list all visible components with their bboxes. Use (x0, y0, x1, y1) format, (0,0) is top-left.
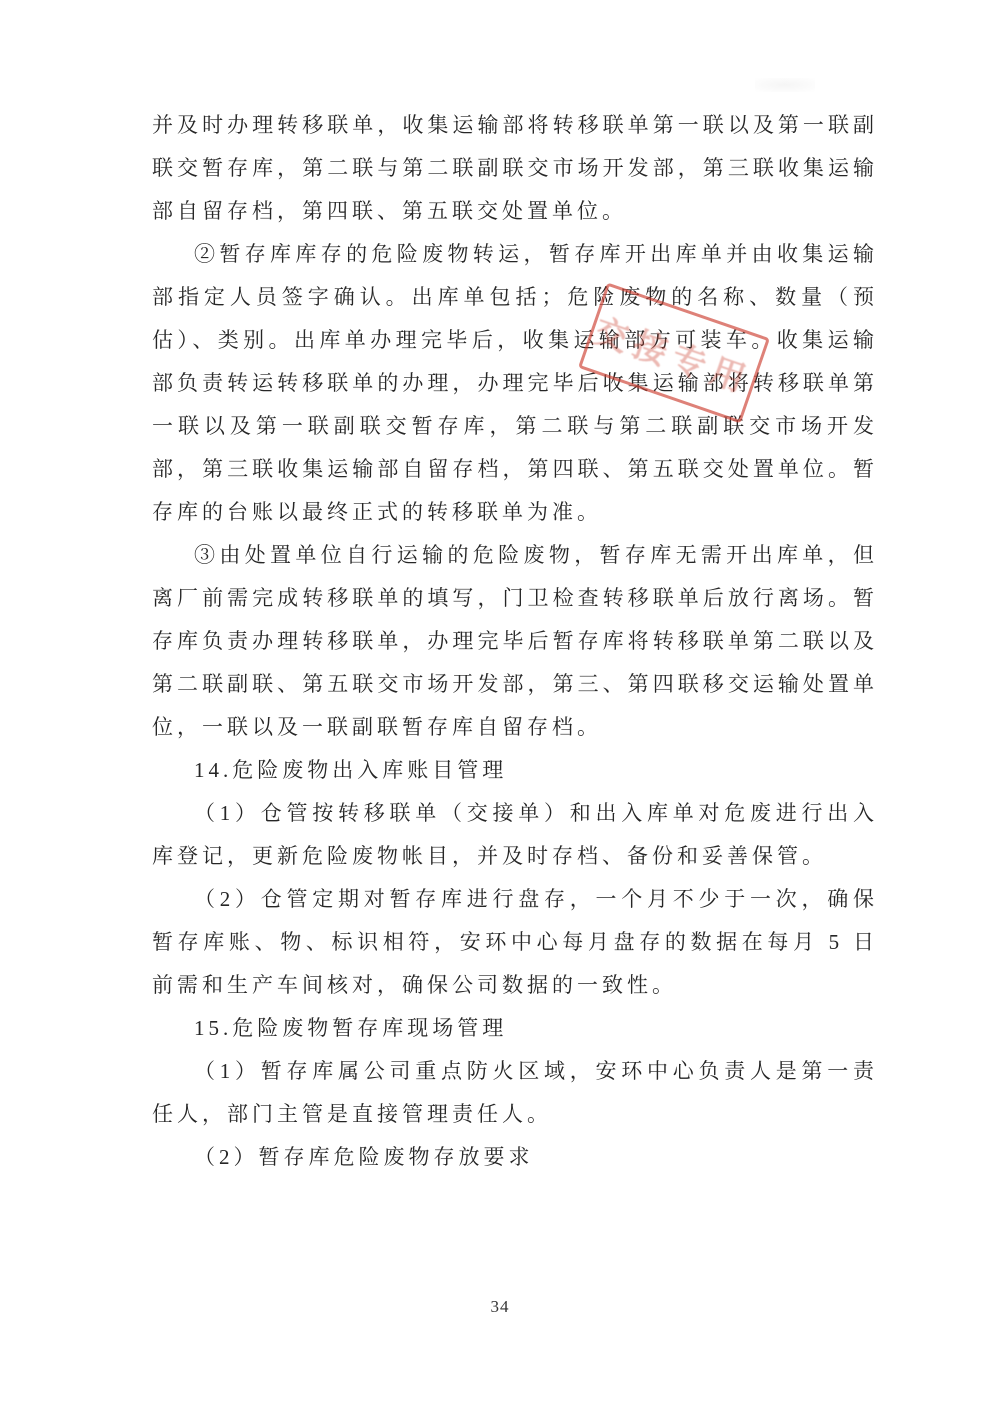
body-paragraph: （1）暂存库属公司重点防火区域，安环中心负责人是第一责任人，部门主管是直接管理责任人。 (152, 1059, 878, 1126)
scan-smudge (755, 78, 815, 92)
body-paragraph: ③由处置单位自行运输的危险废物，暂存库无需开出库单，但离厂前需完成转移联单的填写，门卫检查转移联单后放行离场。暂存库负责办理转移联单，办理完毕后暂存库将转移联单第二联以及第二联副联、第五联交市场开发部，第三、第四联移交运输处置单位，一联以及一联副联暂存库自留存档。 (152, 543, 878, 739)
red-stamp-text: 交接专用 (589, 312, 757, 401)
body-paragraph: 并及时办理转移联单，收集运输部将转移联单第一联以及第一联副联交暂存库，第二联与第二联副联交市场开发部，第三联收集运输部自留存档，第四联、第五联交处置单位。 (152, 113, 878, 223)
document-body (152, 104, 878, 1179)
body-paragraph: （1）仓管按转移联单（交接单）和出入库单对危废进行出入库登记，更新危险废物帐目，并及时存档、备份和妥善保管。 (152, 801, 878, 868)
body-paragraph: （2）暂存库危险废物存放要求 (194, 1145, 534, 1169)
page-number: 34 (490, 1297, 510, 1316)
section-heading: 15.危险废物暂存库现场管理 (194, 1016, 508, 1040)
body-paragraph: （2）仓管定期对暂存库进行盘存，一个月不少于一次，确保暂存库账、物、标识相符，安环中心每月盘存的数据在每月 5 日前需和生产车间核对，确保公司数据的一致性。 (152, 887, 878, 997)
body-paragraph: ②暂存库库存的危险废物转运，暂存库开出库单并由收集运输部指定人员签字确认。出库单包括；危险废物的名称、数量（预估）、类别。出库单办理完毕后，收集运输部方可装车。收集运输部负责转运转移联单的办理，办理完毕后收集运输部将转移联单第一联以及第一联副联交暂存库，第二联与第二联副联交市场开发部，第三联收集运输部自留存档，第四联、第五联交处置单位。暂存库的台账以最终正式的转移联单为准。 (152, 242, 878, 524)
section-heading: 14.危险废物出入库账目管理 (194, 758, 508, 782)
